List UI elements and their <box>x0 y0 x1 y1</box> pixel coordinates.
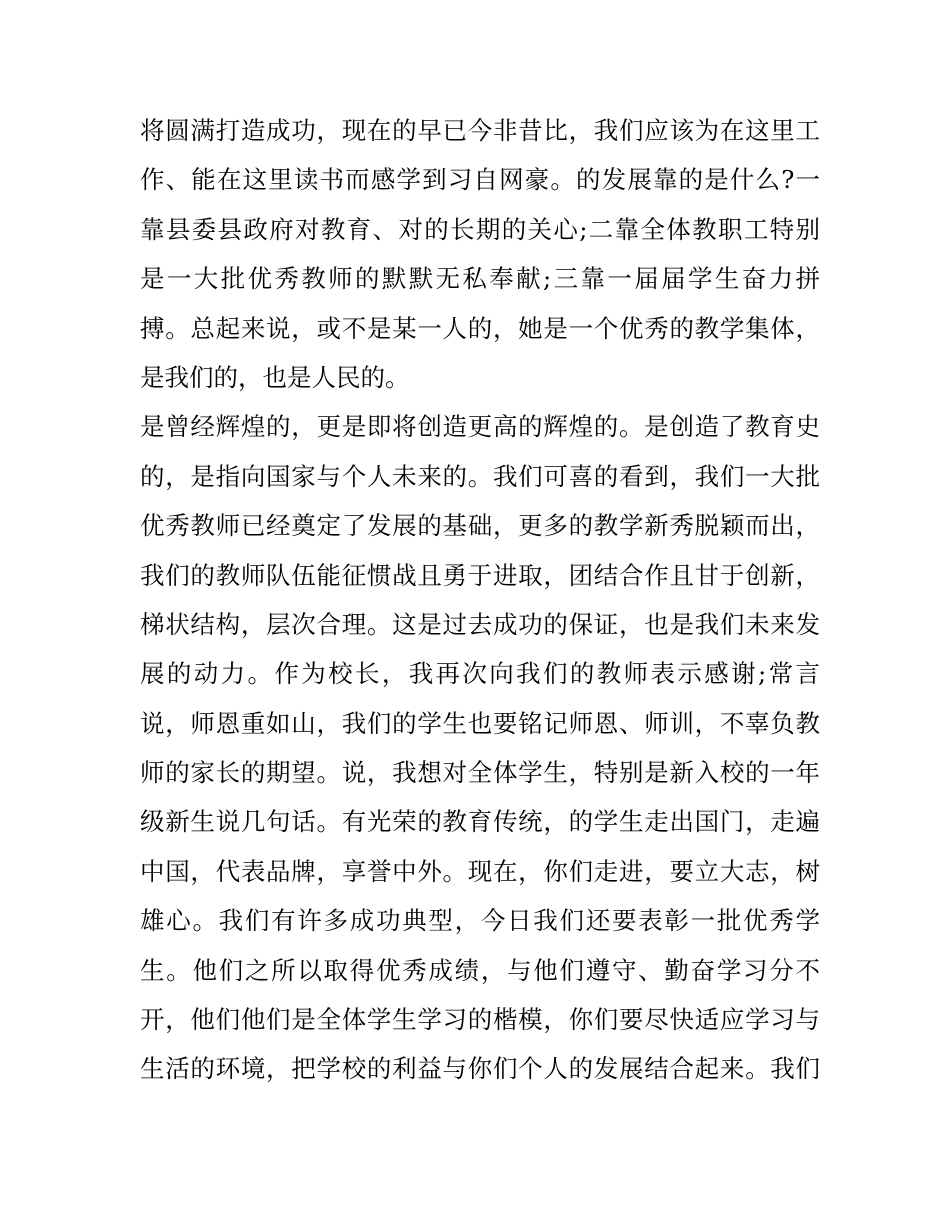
text-line: 师的家长的期望。说，我想对全体学生，特别是新入校的一年 <box>140 758 820 788</box>
text-line: 展的动力。作为校长，我再次向我们的教师表示感谢;常言 <box>140 659 820 689</box>
text-line: 生。他们之所以取得优秀成绩，与他们遵守、勤奋学习分不 <box>140 955 820 985</box>
text-line: 作、能在这里读书而感学到习自网豪。的发展靠的是什么?一 <box>140 165 820 195</box>
text-line: 优秀教师已经奠定了发展的基础，更多的教学新秀脱颖而出， <box>140 511 820 541</box>
text-line: 雄心。我们有许多成功典型，今日我们还要表彰一批优秀学 <box>140 906 820 936</box>
text-line: 开，他们他们是全体学生学习的楷模，你们要尽快适应学习与 <box>140 1005 820 1035</box>
text-line: 生活的环境，把学校的利益与你们个人的发展结合起来。我们 <box>140 1054 820 1084</box>
text-line: 的，是指向国家与个人未来的。我们可喜的看到，我们一大批 <box>140 461 820 491</box>
text-line: 我们的教师队伍能征惯战且勇于进取，团结合作且甘于创新， <box>140 560 820 590</box>
text-line: 将圆满打造成功，现在的早已今非昔比，我们应该为在这里工 <box>140 116 820 145</box>
text-line: 说，师恩重如山，我们的学生也要铭记师恩、师训，不辜负教 <box>140 708 820 738</box>
text-line: 是我们的，也是人民的。 <box>140 362 410 392</box>
text-line: 是一大批优秀教师的默默无私奉献;三靠一届届学生奋力拼 <box>140 264 820 294</box>
text-line: 级新生说几句话。有光荣的教育传统，的学生走出国门，走遍 <box>140 807 820 837</box>
text-line: 搏。总起来说，或不是某一人的，她是一个优秀的教学集体， <box>140 313 820 343</box>
text-line: 是曾经辉煌的，更是即将创造更高的辉煌的。是创造了教育史 <box>140 412 820 442</box>
text-line: 中国，代表品牌，享誉中外。现在，你们走进，要立大志，树 <box>140 856 820 886</box>
text-line: 梯状结构，层次合理。这是过去成功的保证，也是我们未来发 <box>140 609 820 639</box>
text-line: 靠县委县政府对教育、对的长期的关心;二靠全体教职工特别 <box>140 214 820 244</box>
document-body-text <box>140 106 820 1094</box>
